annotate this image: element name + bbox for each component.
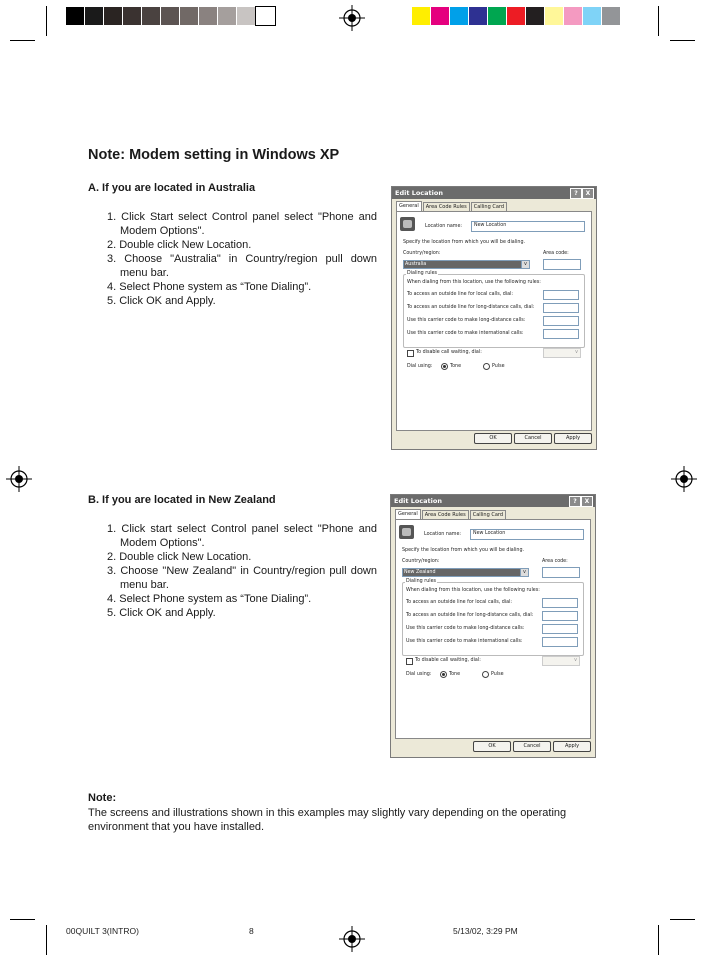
close-icon[interactable]: X [581, 496, 593, 507]
pulse-radio[interactable] [483, 363, 490, 370]
crop-mark [658, 925, 659, 955]
edit-location-dialog [390, 494, 596, 758]
crop-mark [670, 40, 695, 41]
crop-mark [10, 919, 35, 920]
gray-swatch [85, 7, 104, 25]
registration-mark-icon [6, 466, 32, 492]
gray-swatch [199, 7, 218, 25]
ok-button[interactable]: OK [474, 433, 512, 444]
chevron-down-icon: v [521, 261, 529, 268]
chevron-down-icon: v [520, 569, 528, 576]
specify-text: Specify the location from which you will be dialing. [402, 548, 525, 553]
dial-using-label: Dial using: [406, 672, 432, 677]
gray-swatch [66, 7, 85, 25]
dialog-title-bar [391, 495, 595, 507]
cancel-button[interactable]: Cancel [514, 433, 552, 444]
color-swatch [564, 7, 583, 25]
pulse-label: Pulse [492, 364, 505, 369]
tab-area-code-rules[interactable]: Area Code Rules [423, 202, 470, 211]
area-code-label: Area code: [543, 251, 569, 256]
specify-text: Specify the location from which you will be dialing. [403, 240, 526, 245]
rule-local-input[interactable] [542, 598, 578, 608]
general-pane [396, 211, 592, 431]
tab-area-code-rules[interactable]: Area Code Rules [422, 510, 469, 519]
location-name-label: Location name: [424, 532, 462, 537]
gray-swatch [256, 7, 275, 25]
gray-swatch [237, 7, 256, 25]
step-item: 5. Click OK and Apply. [107, 607, 216, 619]
apply-button[interactable]: Apply [554, 433, 592, 444]
disable-call-waiting-checkbox[interactable] [406, 658, 413, 665]
section-a-steps [107, 210, 377, 308]
country-region-value: New Zealand [404, 570, 436, 575]
call-waiting-select[interactable] [542, 656, 580, 666]
step-item: 4. Select Phone system as “Tone Dialing”. [107, 281, 312, 293]
color-swatch [583, 7, 602, 25]
gray-swatch [142, 7, 161, 25]
rule-carrier-intl-label: Use this carrier code to make international calls: [406, 639, 523, 644]
gray-calibration-bar [66, 7, 275, 25]
help-icon[interactable]: ? [569, 496, 581, 507]
color-swatch [431, 7, 450, 25]
step-item: 4. Select Phone system as “Tone Dialing”. [107, 593, 312, 605]
color-swatch [412, 7, 431, 25]
dialing-rules-label: Dialing rules [407, 271, 438, 276]
color-swatch [450, 7, 469, 25]
rule-local-label: To access an outside line for local calls, dial: [406, 600, 513, 605]
country-region-select[interactable] [403, 260, 530, 269]
note-heading: Note: [88, 792, 117, 804]
apply-button[interactable]: Apply [553, 741, 591, 752]
section-b-steps [107, 522, 377, 620]
tone-radio[interactable] [440, 671, 447, 678]
rule-carrier-intl-label: Use this carrier code to make international calls: [407, 331, 524, 336]
color-calibration-bar [412, 7, 621, 25]
color-swatch [507, 7, 526, 25]
dialing-rules-label: Dialing rules [406, 579, 437, 584]
section-b-heading: B. If you are located in New Zealand [88, 494, 276, 506]
registration-mark-icon [671, 466, 697, 492]
registration-mark-icon [339, 5, 365, 31]
area-code-label: Area code: [542, 559, 568, 564]
gray-swatch [123, 7, 142, 25]
pulse-radio[interactable] [482, 671, 489, 678]
color-swatch [602, 7, 621, 25]
page-title: Note: Modem setting in Windows XP [88, 147, 340, 163]
crop-mark [46, 925, 47, 955]
chevron-down-icon: v [575, 350, 578, 355]
rule-local-input[interactable] [543, 290, 579, 300]
phone-icon [400, 217, 415, 231]
rules-intro: When dialing from this location, use the following rules: [406, 588, 540, 593]
footer-page: 8 [249, 926, 254, 936]
dial-using-label: Dial using: [407, 364, 433, 369]
note-body: The screens and illustrations shown in this examples may slightly vary depending on the operating environment that you have installed. [88, 807, 567, 833]
help-icon[interactable]: ? [570, 188, 582, 199]
color-swatch [545, 7, 564, 25]
rule-carrier-intl-input[interactable] [543, 329, 579, 339]
rule-long-distance-label: To access an outside line for long-distance calls, dial: [407, 305, 535, 310]
rule-local-label: To access an outside line for local calls, dial: [407, 292, 514, 297]
pulse-label: Pulse [491, 672, 504, 677]
call-waiting-select[interactable] [543, 348, 581, 358]
tab-calling-card[interactable]: Calling Card [471, 202, 507, 211]
location-name-label: Location name: [425, 224, 463, 229]
rule-carrier-ld-label: Use this carrier code to make long-distance calls: [406, 626, 525, 631]
dialog-title-bar [392, 187, 596, 199]
gray-swatch [218, 7, 237, 25]
rule-long-distance-input[interactable] [543, 303, 579, 313]
crop-mark [46, 6, 47, 36]
country-region-label: Country/region: [403, 251, 441, 256]
step-item: 2. Double click New Location. [107, 239, 252, 251]
registration-mark-icon [339, 926, 365, 952]
country-region-label: Country/region: [402, 559, 440, 564]
color-swatch [488, 7, 507, 25]
footer-date: 5/13/02, 3:29 PM [453, 926, 518, 936]
rule-carrier-ld-input[interactable] [542, 624, 578, 634]
country-region-select[interactable] [402, 568, 529, 577]
disable-call-waiting-checkbox[interactable] [407, 350, 414, 357]
tone-label: Tone [450, 364, 462, 369]
footer-file: 00QUILT 3(INTRO) [66, 926, 139, 936]
tab-calling-card[interactable]: Calling Card [470, 510, 506, 519]
dialog-title: Edit Location [394, 497, 442, 505]
rule-carrier-ld-input[interactable] [543, 316, 579, 326]
color-swatch [469, 7, 488, 25]
chevron-down-icon: v [574, 658, 577, 663]
gray-swatch [104, 7, 123, 25]
crop-mark [10, 40, 35, 41]
tone-label: Tone [449, 672, 461, 677]
tab-general[interactable]: General [395, 509, 421, 519]
area-code-input[interactable] [543, 259, 581, 270]
rule-carrier-ld-label: Use this carrier code to make long-distance calls: [407, 318, 526, 323]
disable-call-waiting-label: To disable call waiting, dial: [416, 350, 482, 355]
gray-swatch [180, 7, 199, 25]
phone-icon [399, 525, 414, 539]
gray-swatch [161, 7, 180, 25]
cancel-button[interactable]: Cancel [513, 741, 551, 752]
step-item: 2. Double click New Location. [107, 551, 252, 563]
area-code-input[interactable] [542, 567, 580, 578]
general-pane [395, 519, 591, 739]
close-icon[interactable]: X [582, 188, 594, 199]
rule-carrier-intl-input[interactable] [542, 637, 578, 647]
rule-long-distance-input[interactable] [542, 611, 578, 621]
section-a-heading: A. If you are located in Australia [88, 182, 256, 194]
location-name-input[interactable]: New Location [470, 529, 584, 540]
crop-mark [658, 6, 659, 36]
step-item: 3. Choose "Australia" in Country/region pull down menu bar. [107, 253, 377, 279]
ok-button[interactable]: OK [473, 741, 511, 752]
step-item: 3. Choose "New Zealand" in Country/region pull down menu bar. [107, 565, 377, 591]
disable-call-waiting-label: To disable call waiting, dial: [415, 658, 481, 663]
step-item: 1. Click start select Control panel select "Phone and Modem Options". [107, 523, 377, 549]
crop-mark [670, 919, 695, 920]
tone-radio[interactable] [441, 363, 448, 370]
location-name-input[interactable]: New Location [471, 221, 585, 232]
rule-long-distance-label: To access an outside line for long-distance calls, dial: [406, 613, 534, 618]
step-item: 5. Click OK and Apply. [107, 295, 216, 307]
edit-location-dialog [391, 186, 597, 450]
dialog-title: Edit Location [395, 189, 443, 197]
step-item: 1. Click Start select Control panel select "Phone and Modem Options". [107, 211, 377, 237]
country-region-value: Australia [405, 262, 427, 267]
tab-general[interactable]: General [396, 201, 422, 211]
color-swatch [526, 7, 545, 25]
rules-intro: When dialing from this location, use the following rules: [407, 280, 541, 285]
